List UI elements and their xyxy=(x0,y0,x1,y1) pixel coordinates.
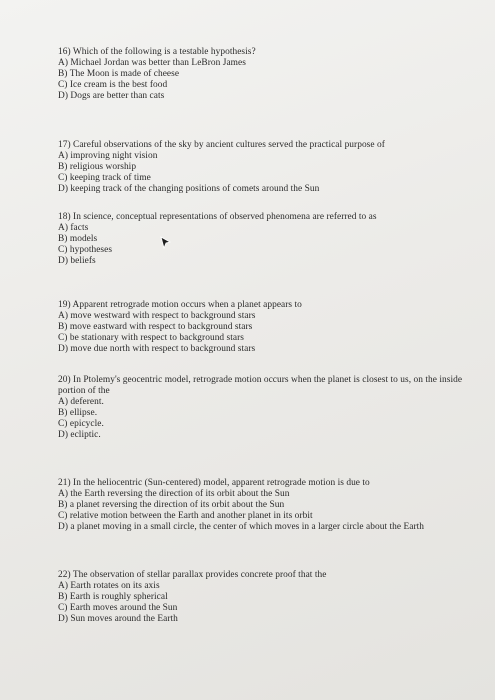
answer-option-a: A) deferent. xyxy=(58,396,104,407)
answer-option-c: C) relative motion between the Earth and another planet in its orbit xyxy=(58,510,313,521)
answer-option-c: C) epicycle. xyxy=(58,418,104,429)
question-19 xyxy=(58,300,458,355)
question-21 xyxy=(58,478,468,533)
answer-option-b: B) move eastward with respect to background stars xyxy=(58,321,253,332)
question-stem: 19) Apparent retrograde motion occurs when a planet appears to xyxy=(58,300,302,310)
answer-option-a: A) Michael Jordan was better than LeBron James xyxy=(58,57,246,68)
question-17 xyxy=(58,140,468,195)
question-stem: 20) In Ptolemy's geocentric model, retrograde motion occurs when the planet is closest to us, on the inside portion of the xyxy=(58,375,463,396)
answer-option-a: A) the Earth reversing the direction of its orbit about the Sun xyxy=(58,488,290,499)
answer-option-b: B) models xyxy=(58,233,98,244)
answer-option-d: D) a planet moving in a small circle, the center of which moves in a larger circle about the Earth xyxy=(58,521,425,532)
question-22 xyxy=(58,570,458,625)
question-18 xyxy=(58,212,468,267)
question-stem: 22) The observation of stellar parallax provides concrete proof that the xyxy=(58,570,327,580)
question-stem: 21) In the heliocentric (Sun-centered) model, apparent retrograde motion is due to xyxy=(58,478,370,488)
answer-option-a: A) Earth rotates on its axis xyxy=(58,580,160,591)
answer-option-a: A) facts xyxy=(58,222,89,233)
answer-option-c: C) be stationary with respect to background stars xyxy=(58,332,244,343)
question-20 xyxy=(58,375,473,440)
answer-option-c: C) Ice cream is the best food xyxy=(58,79,168,90)
mouse-cursor-icon xyxy=(160,236,171,250)
answer-option-d: D) keeping track of the changing positions of comets around the Sun xyxy=(58,183,320,194)
question-16 xyxy=(58,47,458,102)
answer-option-d: D) Dogs are better than cats xyxy=(58,90,165,101)
answer-option-a: A) move westward with respect to background stars xyxy=(58,310,256,321)
question-stem: 18) In science, conceptual representations of observed phenomena are referred to as xyxy=(58,212,377,222)
answer-option-c: C) hypotheses xyxy=(58,244,113,255)
answer-option-d: D) move due north with respect to background stars xyxy=(58,343,256,354)
answer-option-b: B) a planet reversing the direction of its orbit about the Sun xyxy=(58,499,285,510)
answer-option-d: D) beliefs xyxy=(58,255,96,266)
answer-option-c: C) Earth moves around the Sun xyxy=(58,602,178,613)
answer-option-b: B) ellipse. xyxy=(58,407,98,418)
answer-option-b: B) The Moon is made of cheese xyxy=(58,68,180,79)
question-stem: 17) Careful observations of the sky by ancient cultures served the practical purpose of xyxy=(58,140,385,150)
question-stem: 16) Which of the following is a testable hypothesis? xyxy=(58,47,256,57)
answer-option-b: B) Earth is roughly spherical xyxy=(58,591,168,602)
answer-option-b: B) religious worship xyxy=(58,161,137,172)
answer-option-a: A) improving night vision xyxy=(58,150,158,161)
answer-option-d: D) ecliptic. xyxy=(58,429,101,440)
answer-option-c: C) keeping track of time xyxy=(58,172,151,183)
answer-option-d: D) Sun moves around the Earth xyxy=(58,613,178,624)
